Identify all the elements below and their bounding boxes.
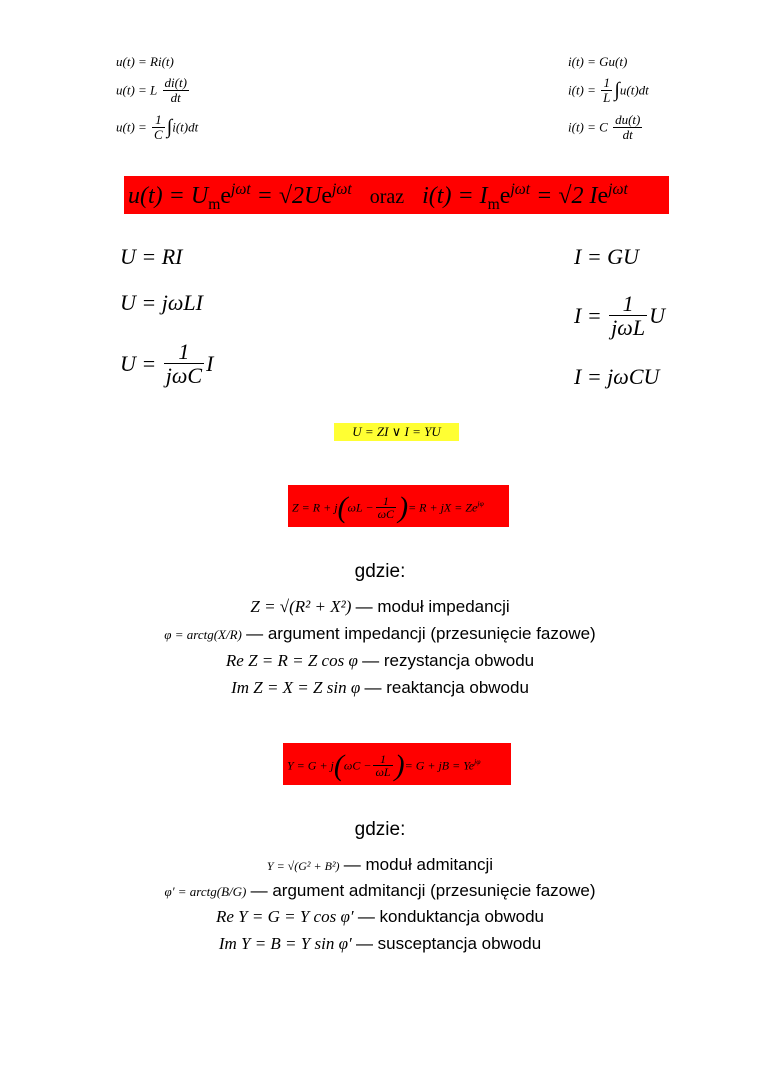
oraz-label: oraz	[369, 186, 405, 208]
imp-desc-argument: φ = arctg(X/R) — argument impedancji (przesunięcie fazowe)	[164, 624, 596, 643]
eq-u-integral: u(t) = $\frac{1}{C}$ ∫i(t)dt	[116, 112, 199, 142]
eq-u-ldi: u(t) = L $\frac{di(t)}{dt}$	[116, 75, 187, 105]
admittance-box: Y = G + j(ωC − $\frac{1}{\omega L}$ )= G + jB = $Ye^{j\varphi}$	[283, 743, 511, 785]
phasor-u-jwl: U = jωLI	[120, 290, 203, 315]
adm-desc-modul: Y = √(G² + B²) — moduł admitancji	[266, 855, 494, 874]
phasor-i-jwl: I = $\frac{1}{\text{jωL}}$ U	[574, 291, 665, 341]
adm-desc-im: Im Y = B = Y sin φ′ — susceptancja obwodu	[218, 934, 542, 953]
adm-desc-re: Re Y = G = Y cos φ′ — konduktancja obwodu	[215, 907, 545, 926]
imp-desc-modul: Z = √(R² + X²) — moduł impedancji	[250, 597, 510, 616]
phasor-i-jwc: I = jωCU	[574, 364, 660, 389]
adm-desc-argument: φ′ = arctg(B/G) — argument admitancji (przesunięcie fazowe)	[164, 881, 596, 900]
eq-i-integral: i(t) = $\frac{1}{L}$ ∫u(t)dt	[568, 75, 649, 105]
phasor-u-jwc: U = $\frac{1}{\text{jωC}}$ I	[120, 339, 214, 389]
phasor-banner: $u(t) = U_me^{j\omega t} = √2Ue^{j\omega t}$ oraz $i(t) = I_me^{j\omega t} = √2$ $Ie^{j\omega t}$	[124, 176, 669, 214]
ohm-law-box: U = ZI ∨ I = YU	[334, 423, 459, 441]
eq-i-cdu: i(t) = C $\frac{du(t)}{dt}$	[568, 112, 641, 142]
eq-u-ri: u(t) = Ri(t)	[116, 54, 174, 69]
impedance-box: Z = R + j(ωL − $\frac{1}{\omega C}$ )= R + jX = $Ze^{j\varphi}$	[288, 485, 509, 527]
eq-i-gu: i(t) = Gu(t)	[568, 54, 628, 69]
phasor-i-gu: I = GU	[574, 244, 639, 269]
imp-desc-im: Im Z = X = Z sin φ — reaktancja obwodu	[231, 678, 529, 697]
imp-desc-re: Re Z = R = Z cos φ — rezystancja obwodu	[225, 651, 535, 670]
phasor-u-ri: U = RI	[120, 244, 183, 269]
gdzie-label-2: gdzie:	[354, 819, 406, 840]
gdzie-label-1: gdzie:	[354, 561, 406, 582]
